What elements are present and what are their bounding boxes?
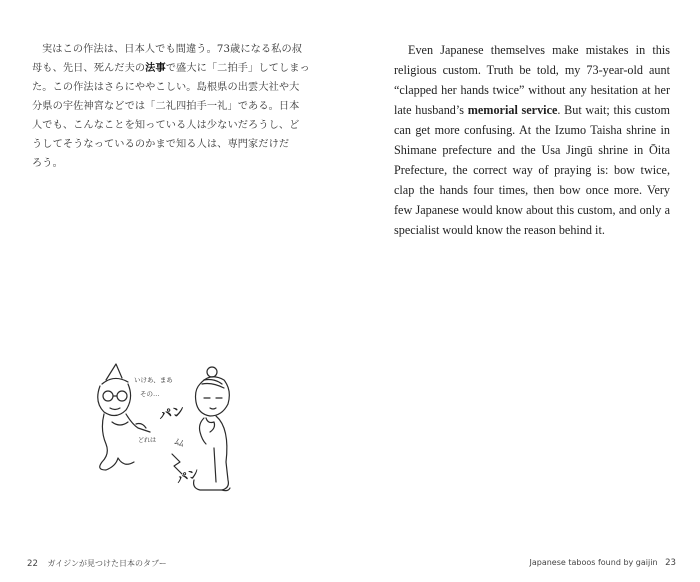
jp-line-7: ろう。: [32, 158, 63, 169]
jp-line-5: 人でも、こんなことを知っている人は少ないだろうし、ど: [32, 120, 300, 131]
english-bold-term: memorial service: [467, 103, 558, 117]
left-page-number: 22: [27, 559, 38, 569]
left-running-title: ガイジンが見つけた日本のタブー: [47, 559, 167, 568]
japanese-paragraph: [32, 40, 330, 173]
jp-line-6: うしてそうなっているのかまで知る人は、専門家だけだ: [32, 139, 290, 150]
left-folio: [27, 558, 167, 569]
jp-line-4: 分県の宇佐神宮などでは「二礼四拍手一礼」である。日本: [32, 101, 300, 112]
jp-line-2-start: 母も、先日、死んだ夫の: [32, 63, 146, 74]
jp-line-2-end: で盛大に「二拍手」してしまっ: [165, 63, 310, 74]
right-page: [350, 0, 700, 582]
english-paragraph: [394, 40, 670, 240]
english-text-part-1: Even Japanese themselves make mistakes in this religious custom. Truth be told, my 73-year-old aunt “clapped her hands twice” without any hesitation at her late husband’s: [394, 43, 670, 117]
jp-line-3: た。この作法はさらにややこしい。島根県の出雲大社や大: [32, 82, 300, 93]
english-text-part-2: . But wait; this custom can get more confusing. At the Izumo Taisha shrine in Shimane prefecture and the Usa Jingū shrine in Ōita Prefecture, the correct way of praying is: bow twice, clap the hands four times, then bow once more. Very few Japanese would know about this custom, and only a specialist would know the reason behind it.: [394, 103, 671, 237]
motion-marks: ﾑﾑ: [172, 437, 185, 450]
jp-bold-term: 法事: [145, 62, 166, 74]
jp-line-1: 実はこの作法は、日本人でも間違う。73歳になる私の叔: [42, 44, 303, 55]
ghost-speech-line-2: その…: [140, 390, 160, 398]
jp-line-2: [32, 59, 330, 78]
english-paragraph-text: [394, 40, 670, 240]
clap-sound-effect-1: パン: [157, 403, 187, 424]
right-running-title: Japanese taboos found by gaijin: [529, 558, 658, 567]
small-sound-effect: どれは: [138, 437, 157, 444]
ghost-speech-line-1: いけあ、まあ: [134, 376, 173, 384]
cartoon-illustration: [76, 358, 254, 510]
right-page-number: 23: [665, 558, 676, 568]
right-folio: [529, 558, 676, 568]
clap-sound-effect-2: パン: [174, 465, 202, 487]
